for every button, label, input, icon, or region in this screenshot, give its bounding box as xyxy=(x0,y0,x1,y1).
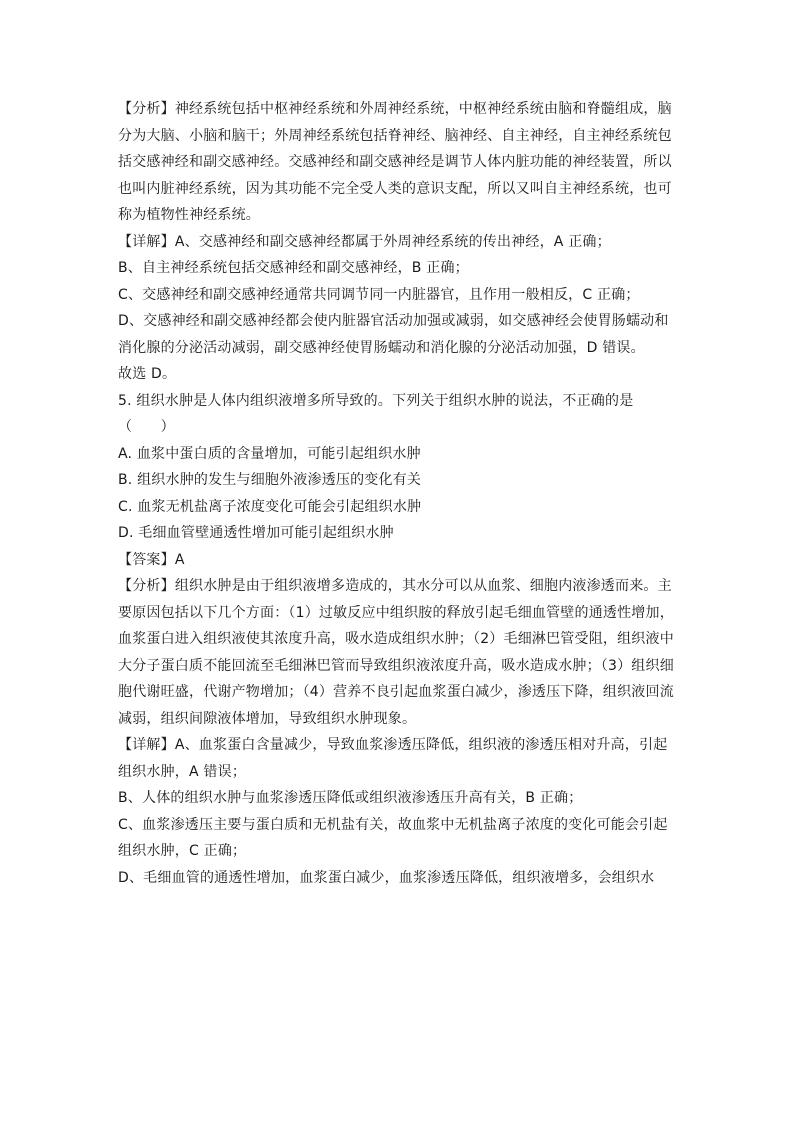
detail-tag: 【详解】 xyxy=(118,233,175,250)
detail-line: C、血浆渗透压主要与蛋白质和无机盐有关，故血浆中无机盐离子浓度的变化可能会引起 xyxy=(118,816,668,833)
analysis-line: 血浆蛋白进入组织液使其浓度升高，吸水造成组织水肿；（2）毛细淋巴管受阻，组织液中 xyxy=(118,631,674,647)
question-5 xyxy=(118,388,678,547)
detail-line: B、自主神经系统包括交感神经和副交感神经，B 正确； xyxy=(118,260,469,276)
question-blank: （ ） xyxy=(118,419,175,435)
analysis-line: 要原因包括以下几个方面：（1）过敏反应中组织胺的释放引起毛细血管壁的通透性增加， xyxy=(118,604,674,621)
analysis-line: 也叫内脏神经系统，因为其功能不完全受人类的意识支配，所以又叫自主神经系统，也可 xyxy=(118,180,672,197)
detail-section-1 xyxy=(118,229,678,388)
option-d: D. 毛细血管壁通透性增加可能引起组织水肿 xyxy=(118,525,394,541)
detail-line: 【详解】A、交感神经和副交感神经都属于外周神经系统的传出神经，A 正确； xyxy=(118,233,611,250)
analysis-line: 分为大脑、小脑和脑干；外周神经系统包括脊神经、脑神经、自主神经，自主神经系统包 xyxy=(118,127,672,144)
analysis-section-2 xyxy=(118,573,678,732)
option-b: B. 组织水肿的发生与细胞外液渗透压的变化有关 xyxy=(118,472,422,488)
analysis-line: 胞代谢旺盛，代谢产物增加；（4）营养不良引起血浆蛋白减少，渗透压下降，组织液回流 xyxy=(118,684,674,700)
analysis-line: 称为植物性神经系统。 xyxy=(118,207,260,223)
detail-conclusion: 故选 D。 xyxy=(118,366,177,382)
option-c: C. 血浆无机盐离子浓度变化可能会引起组织水肿 xyxy=(118,498,422,515)
answer-value: A xyxy=(174,551,185,568)
analysis-line: 减弱，组织间隙液体增加，导致组织水肿现象。 xyxy=(118,710,417,727)
question-stem: 5. 组织水肿是人体内组织液增多所导致的。下列关于组织水肿的说法，不正确的是 xyxy=(118,392,634,409)
detail-line: C、交感神经和副交感神经通常共同调节同一内脏器官，且作用一般相反，C 正确； xyxy=(118,286,640,303)
detail-section-2 xyxy=(118,732,678,891)
detail-line: 组织水肿，A 错误； xyxy=(118,763,247,780)
detail-line: 组织水肿，C 正确； xyxy=(118,843,247,859)
answer-section xyxy=(118,547,678,574)
option-a: A. 血浆中蛋白质的含量增加，可能引起组织水肿 xyxy=(118,445,421,462)
analysis-line: 括交感神经和副交感神经。交感神经和副交感神经是调节人体内脏功能的神经装置，所以 xyxy=(118,154,672,170)
analysis-line: 【分析】组织水肿是由于组织液增多造成的，其水分可以从血浆、细胞内液渗透而来。主 xyxy=(118,578,672,594)
detail-line: D、毛细血管的通透性增加，血浆蛋白减少，血浆渗透压降低，组织液增多，会组织水 xyxy=(118,869,655,886)
analysis-line: 【分析】神经系统包括中枢神经系统和外周神经系统，中枢神经系统由脑和脊髓组成，脑 xyxy=(118,101,672,117)
detail-line: 【详解】A、血浆蛋白含量减少，导致血浆渗透压降低，组织液的渗透压相对升高，引起 xyxy=(118,737,668,753)
document-page xyxy=(118,96,678,891)
detail-tag: 【详解】 xyxy=(118,737,175,753)
detail-line: D、交感神经和副交感神经都会使内脏器官活动加强或减弱，如交感神经会使胃肠蠕动和 xyxy=(118,313,669,329)
answer-line xyxy=(118,547,678,574)
answer-tag: 【答案】 xyxy=(118,551,175,568)
analysis-tag: 【分析】 xyxy=(118,101,175,117)
detail-line: 消化腺的分泌活动减弱，副交感神经使胃肠蠕动和消化腺的分泌活动加强，D 错误。 xyxy=(118,339,645,356)
analysis-tag: 【分析】 xyxy=(118,578,175,594)
analysis-section-1 xyxy=(118,96,678,229)
detail-line: B、人体的组织水肿与血浆渗透压降低或组织液渗透压升高有关，B 正确； xyxy=(118,790,583,806)
analysis-line: 大分子蛋白质不能回流至毛细淋巴管而导致组织液浓度升高，吸水造成水肿；（3）组织细 xyxy=(118,657,674,674)
